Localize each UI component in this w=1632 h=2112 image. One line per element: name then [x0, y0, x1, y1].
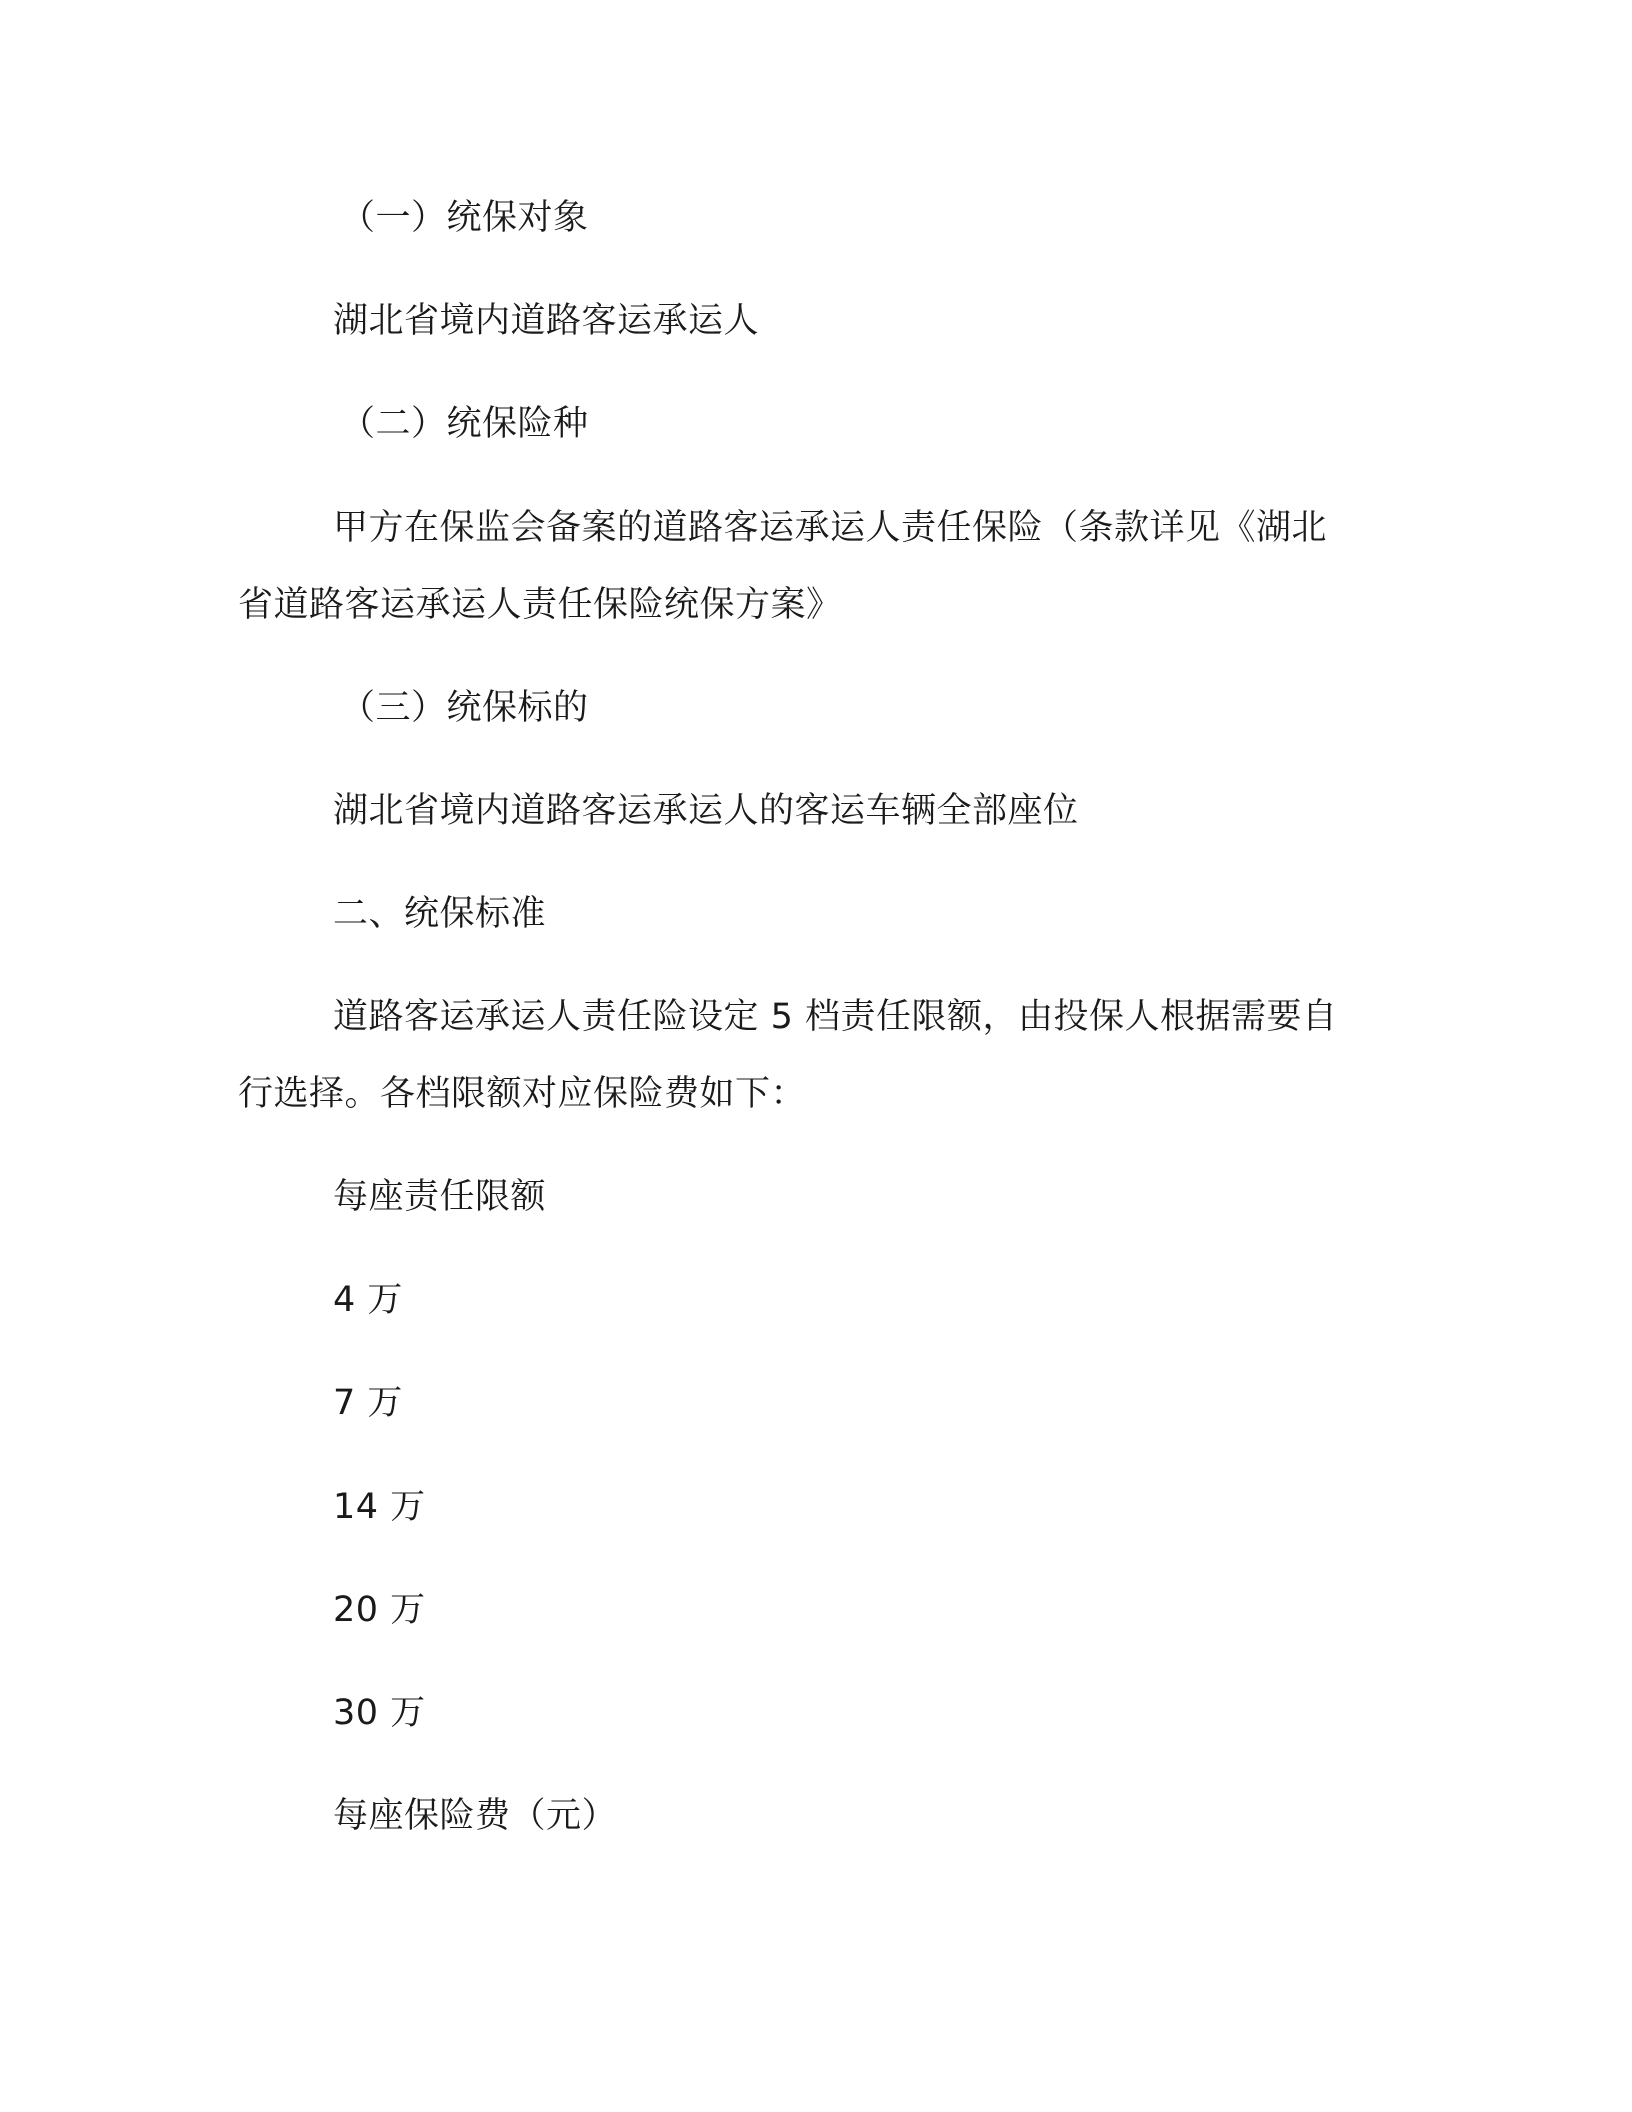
limit-item: 4 万	[333, 1280, 403, 1320]
limit-item: 14 万	[333, 1487, 426, 1527]
target-text: 湖北省境内道路客运承运人的客运车辆全部座位	[333, 791, 1079, 831]
standard-heading: 二、统保标准	[333, 894, 547, 934]
type-heading: （二）统保险种	[340, 404, 589, 444]
limit-item: 30 万	[333, 1693, 426, 1733]
limit-item: 20 万	[333, 1590, 426, 1630]
target-heading: （三）统保标的	[340, 688, 589, 728]
limit-item: 7 万	[333, 1383, 403, 1423]
premium-header: 每座保险费（元）	[333, 1796, 618, 1836]
standard-text-line2: 行选择。各档限额对应保险费如下：	[238, 1074, 807, 1114]
limits-header: 每座责任限额	[333, 1177, 547, 1217]
standard-text-line1: 道路客运承运人责任险设定 5 档责任限额，由投保人根据需要自	[333, 997, 1338, 1037]
type-text-line1: 甲方在保监会备案的道路客运承运人责任保险（条款详见《湖北	[333, 508, 1328, 548]
object-text: 湖北省境内道路客运承运人	[333, 301, 760, 341]
object-heading: （一）统保对象	[340, 198, 589, 238]
type-text-line2: 省道路客运承运人责任保险统保方案》	[238, 585, 842, 625]
